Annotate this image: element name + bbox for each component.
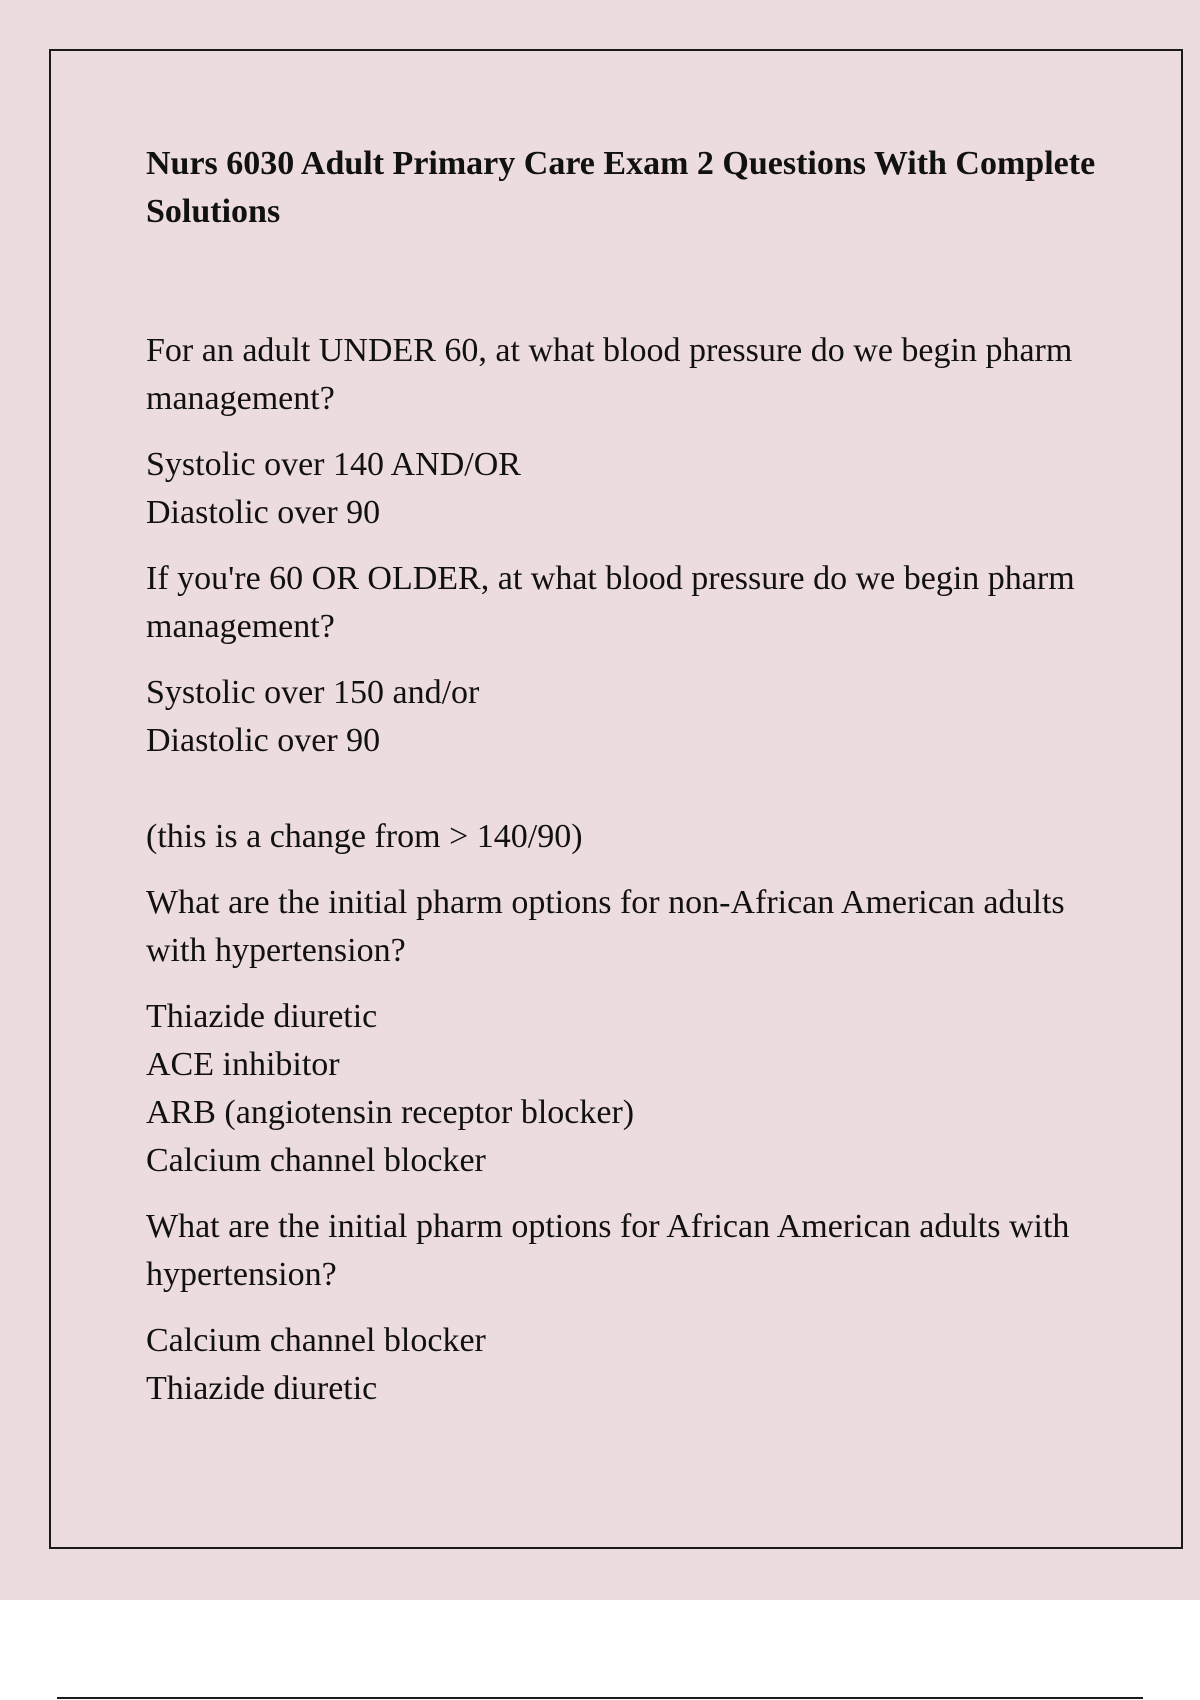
question-text: What are the initial pharm options for non-African American adults with hypertension? xyxy=(146,884,1065,969)
qa-item xyxy=(146,879,1106,1185)
answer-block xyxy=(146,669,1106,861)
answer-line: Calcium channel blocker xyxy=(146,1322,486,1359)
answer-block xyxy=(146,1317,1106,1413)
blank-line xyxy=(146,765,1106,813)
qa-item xyxy=(146,555,1106,861)
answer-block xyxy=(146,993,1106,1185)
answer-line: Diastolic over 90 xyxy=(146,722,381,759)
answer-line: Diastolic over 90 xyxy=(146,494,381,531)
answer-line: Thiazide diuretic xyxy=(146,1370,378,1407)
document-title: Nurs 6030 Adult Primary Care Exam 2 Questions With Complete Solutions xyxy=(146,145,1096,230)
document-content xyxy=(146,140,1106,1431)
answer-line: Calcium channel blocker xyxy=(146,1142,486,1179)
answer-block xyxy=(146,441,1106,537)
answer-line: Thiazide diuretic xyxy=(146,998,378,1035)
answer-line: ARB (angiotensin receptor blocker) xyxy=(146,1094,635,1131)
answer-line: ACE inhibitor xyxy=(146,1046,340,1083)
answer-line: Systolic over 150 and/or xyxy=(146,674,480,711)
question-text: If you're 60 OR OLDER, at what blood pressure do we begin pharm management? xyxy=(146,560,1075,645)
qa-item xyxy=(146,1203,1106,1413)
qa-item xyxy=(146,327,1106,537)
question-text: For an adult UNDER 60, at what blood pressure do we begin pharm management? xyxy=(146,332,1073,417)
answer-note: (this is a change from > 140/90) xyxy=(146,818,583,855)
question-text: What are the initial pharm options for African American adults with hypertension? xyxy=(146,1208,1070,1293)
answer-line: Systolic over 140 AND/OR xyxy=(146,446,521,483)
footer-rule xyxy=(57,1697,1143,1699)
